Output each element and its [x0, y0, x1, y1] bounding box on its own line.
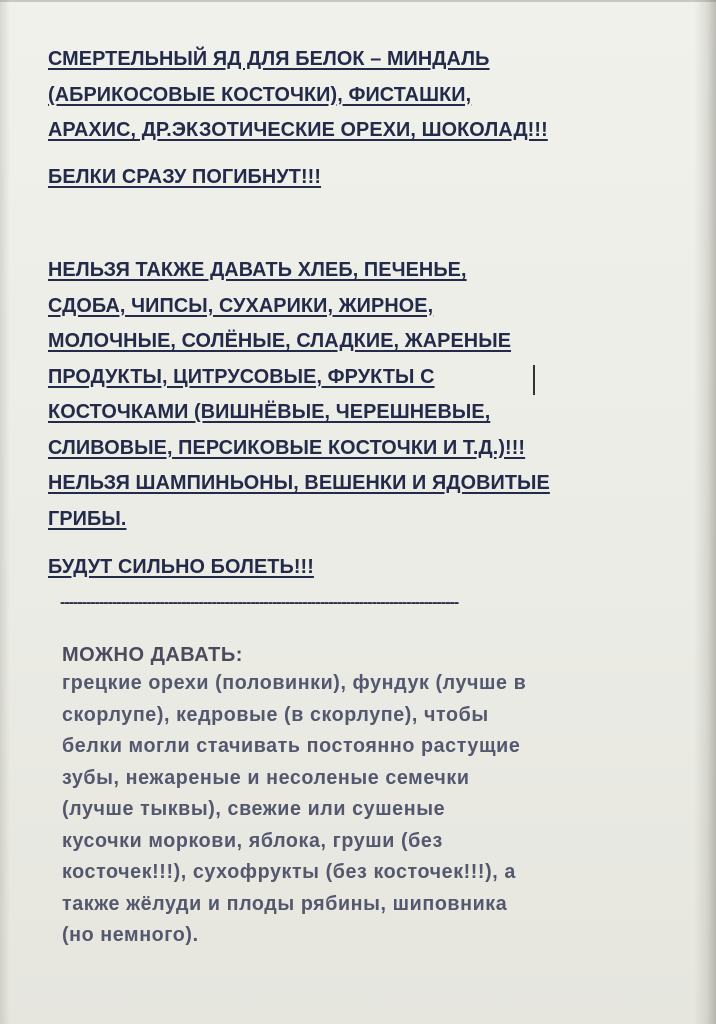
forbidden-line: ПРОДУКТЫ, ЦИТРУСОВЫЕ, ФРУКТЫ С: [48, 365, 435, 388]
forbidden-line: НЕЛЬЗЯ ТАКЖЕ ДАВАТЬ ХЛЕБ, ПЕЧЕНЬЕ,: [48, 259, 467, 281]
warning-die: [48, 160, 692, 196]
forbidden-line: КОСТОЧКАМИ (ВИШНЁВЫЕ, ЧЕРЕШНЕВЫЕ,: [48, 401, 491, 423]
text-cursor: [533, 365, 535, 395]
warning-line: СМЕРТЕЛЬНЫЙ ЯД ДЛЯ БЕЛОК – МИНДАЛЬ: [48, 48, 490, 70]
allowed-heading: МОЖНО ДАВАТЬ:: [62, 644, 243, 666]
warning-poison-nuts: [48, 42, 692, 149]
forbidden-line: ГРИБЫ.: [48, 507, 127, 530]
allowed-line: скорлупе), кедровые (в скорлупе), чтобы: [62, 703, 489, 726]
forbidden-line: НЕЛЬЗЯ ШАМПИНЬОНЫ, ВЕШЕНКИ И ЯДОВИТЫЕ: [48, 472, 550, 494]
warning-line: БУДУТ СИЛЬНО БОЛЕТЬ!!!: [48, 556, 314, 578]
allowed-line: кусочки моркови, яблока, груши (без: [62, 829, 443, 852]
allowed-line: белки могли стачивать постоянно растущие: [62, 735, 521, 757]
allowed-line: зубы, нежареные и несоленые семечки: [62, 766, 470, 789]
forbidden-line: СДОБА, ЧИПСЫ, СУХАРИКИ, ЖИРНОЕ,: [48, 294, 434, 317]
allowed-line: (лучше тыквы), свежие или сушеные: [62, 798, 446, 820]
allowed-line: (но немного).: [62, 924, 199, 946]
warning-line: БЕЛКИ СРАЗУ ПОГИБНУТ!!!: [48, 166, 322, 188]
warning-line: АРАХИС, ДР.ЭКЗОТИЧЕСКИЕ ОРЕХИ, ШОКОЛАД!!!: [48, 119, 548, 141]
allowed-foods: [62, 668, 692, 952]
page-left-shadow: [0, 0, 10, 1024]
forbidden-line: СЛИВОВЫЕ, ПЕРСИКОВЫЕ КОСТОЧКИ И Т.Д.)!!!: [48, 436, 526, 459]
allowed-line: также жёлуди и плоды рябины, шиповника: [62, 892, 508, 915]
separator-line: --------------------------------------------------------------------------------------------: [60, 594, 459, 611]
allowed-line: косточек!!!), сухофрукты (без косточек!!!), а: [62, 861, 516, 883]
allowed-line: грецкие орехи (половинки), фундук (лучше в: [62, 672, 527, 694]
warning-line: (АБРИКОСОВЫЕ КОСТОЧКИ), ФИСТАШКИ,: [48, 83, 472, 106]
page-right-shadow: [694, 0, 716, 1024]
forbidden-line: МОЛОЧНЫЕ, СОЛЁНЫЕ, СЛАДКИЕ, ЖАРЕНЫЕ: [48, 330, 512, 352]
forbidden-foods: [48, 253, 692, 537]
page-top-edge: [0, 0, 716, 2]
warning-sick: [48, 550, 692, 586]
